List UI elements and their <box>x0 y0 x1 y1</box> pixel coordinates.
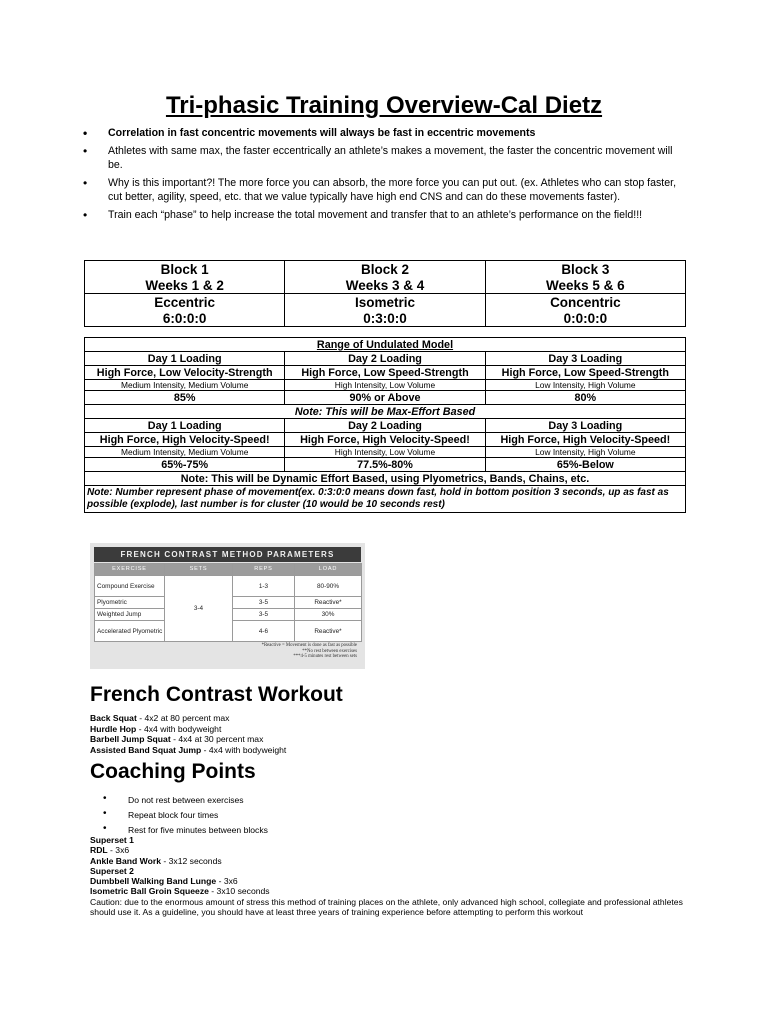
workout-list <box>90 713 286 755</box>
intensity-volume: Medium Intensity, Medium Volume <box>85 380 285 391</box>
load-percent: 65%-Below <box>485 458 685 472</box>
load-cell: 80-90% <box>295 576 362 597</box>
block-weeks: Weeks 3 & 4 <box>285 277 485 294</box>
superset-label: Superset 1 <box>90 835 134 845</box>
load-cell: Reactive* <box>295 597 362 609</box>
intensity-volume: High Intensity, Low Volume <box>285 447 485 458</box>
column-header: LOAD <box>295 564 362 576</box>
superset-item <box>90 886 710 896</box>
exercise-name: Barbell Jump Squat <box>90 734 171 744</box>
french-contrast-parameters-image <box>90 543 365 669</box>
exercise-detail: - 4x4 with bodyweight <box>201 744 287 755</box>
exercise-cell: Accelerated Plyometric <box>95 621 165 642</box>
strength-focus: High Force, Low Speed-Strength <box>485 366 685 380</box>
exercise-detail: - 3x6 <box>107 845 130 856</box>
exercise-name: Hurdle Hop <box>90 723 137 734</box>
reps-cell: 3-5 <box>233 609 295 621</box>
block-tempo: 6:0:0:0 <box>85 310 285 327</box>
workout-item <box>90 745 286 756</box>
column-header: EXERCISE <box>95 564 165 576</box>
caution-text: Caution: due to the enormous amount of stress this method of training places on the athlete, only advanced high school, collegiate and professional athletes should use it. As a guideline, you should have at least three years of training experience before attempting to perform this workout <box>90 896 683 918</box>
exercise-name: Isometric Ball Groin Squeeze <box>90 886 209 897</box>
sets-cell: 3-4 <box>165 576 233 642</box>
exercise-detail: - 4x4 at 30 percent max <box>170 734 264 744</box>
day-loading: Day 3 Loading <box>485 419 685 433</box>
block-weeks: Weeks 1 & 2 <box>85 277 285 294</box>
superset-item <box>90 876 710 886</box>
exercise-detail: - 4x4 with bodyweight <box>136 723 222 734</box>
intensity-volume: Medium Intensity, Medium Volume <box>85 447 285 458</box>
speed-focus: High Force, High Velocity-Speed! <box>85 433 285 447</box>
column-header: SETS <box>165 564 233 576</box>
exercise-name: Back Squat <box>90 713 137 723</box>
undulated-model-table <box>84 337 686 513</box>
speed-focus: High Force, High Velocity-Speed! <box>285 433 485 447</box>
load-cell: Reactive* <box>295 621 362 642</box>
day-loading: Day 1 Loading <box>85 419 285 433</box>
parameters-notes <box>262 643 357 660</box>
parameters-note: *Reactive = Movement is done as fast as possible <box>261 643 357 648</box>
coaching-heading: Coaching Points <box>90 760 256 783</box>
load-percent: 90% or Above <box>285 391 485 405</box>
workout-item <box>90 724 286 735</box>
model-title: Range of Undulated Model <box>85 338 686 352</box>
exercise-name: Assisted Band Squat Jump <box>90 744 202 755</box>
strength-focus: High Force, Low Velocity-Strength <box>85 366 285 380</box>
block-phase: Concentric <box>485 294 685 311</box>
intro-bullet: • Athletes with same max, the faster eccentrically an athlete’s makes a movement, the faster the concentric movement will be. <box>108 144 680 172</box>
exercise-cell: Weighted Jump <box>95 609 165 621</box>
speed-focus: High Force, High Velocity-Speed! <box>485 433 685 447</box>
block-name: Block 1 <box>85 261 285 278</box>
french-contrast-parameters-table <box>94 563 362 642</box>
reps-cell: 3-5 <box>233 597 295 609</box>
dynamic-effort-note: Note: This will be Dynamic Effort Based, using Plyometrics, Bands, Chains, etc. <box>85 472 686 486</box>
superset-item <box>90 856 710 866</box>
block-tempo: 0:0:0:0 <box>485 310 685 327</box>
tempo-footnote: Note: Number represent phase of movement(ex. 0:3:0:0 means down fast, hold in bottom position 3 seconds, up as fast as possible (explode), last number is for cluster (10 would be 10 seconds rest) <box>85 486 686 513</box>
superset-item <box>90 845 710 855</box>
day-loading: Day 1 Loading <box>85 352 285 366</box>
day-loading: Day 2 Loading <box>285 419 485 433</box>
load-percent: 65%-75% <box>85 458 285 472</box>
intro-bullet: • Correlation in fast concentric movements will always be fast in eccentric movements <box>108 126 680 140</box>
exercise-detail: - 3x6 <box>216 876 238 887</box>
intro-bullet: • Why is this important?! The more force you can absorb, the more force you can put out. (ex. Athletes who can stop faster, cut better, agility, speed, etc. that we value typically have high end CNS and can do these movements faster). <box>108 176 680 204</box>
coaching-bullet-list <box>128 795 268 840</box>
exercise-cell: Compound Exercise <box>95 576 165 597</box>
intensity-volume: Low Intensity, High Volume <box>485 380 685 391</box>
french-contrast-parameters-title: FRENCH CONTRAST METHOD PARAMETERS <box>94 547 361 562</box>
day-loading: Day 3 Loading <box>485 352 685 366</box>
intensity-volume: Low Intensity, High Volume <box>485 447 685 458</box>
workout-heading: French Contrast Workout <box>90 683 343 706</box>
superset-label: Superset 2 <box>90 865 134 876</box>
workout-item <box>90 734 286 745</box>
block-phase: Eccentric <box>85 294 285 311</box>
block-name: Block 2 <box>285 261 485 278</box>
page-title: Tri-phasic Training Overview-Cal Dietz <box>165 92 603 119</box>
exercise-detail: - 4x2 at 80 percent max <box>136 713 230 723</box>
parameters-note: ***4-5 minutes rest between sets <box>293 654 357 660</box>
training-blocks-table <box>84 260 686 327</box>
day-loading: Day 2 Loading <box>285 352 485 366</box>
intro-bullet-list <box>108 126 680 226</box>
parameters-note: **No rest between exercises <box>302 648 357 654</box>
exercise-cell: Plyometric <box>95 597 165 609</box>
load-percent: 85% <box>85 391 285 405</box>
load-cell: 30% <box>295 609 362 621</box>
block-weeks: Weeks 5 & 6 <box>485 277 685 294</box>
exercise-name: RDL <box>90 845 108 856</box>
coaching-bullet: • Do not rest between exercises <box>128 795 268 805</box>
coaching-bullet: • Repeat block four times <box>128 810 268 820</box>
block-phase: Isometric <box>285 294 485 311</box>
exercise-name: Dumbbell Walking Band Lunge <box>90 876 217 887</box>
superset-section <box>90 835 710 917</box>
block-tempo: 0:3:0:0 <box>285 310 485 327</box>
strength-focus: High Force, Low Speed-Strength <box>285 366 485 380</box>
workout-item <box>90 713 286 724</box>
reps-cell: 1-3 <box>233 576 295 597</box>
max-effort-note: Note: This will be Max-Effort Based <box>85 405 686 419</box>
column-header: REPS <box>233 564 295 576</box>
reps-cell: 4-6 <box>233 621 295 642</box>
exercise-name: Ankle Band Work <box>90 855 161 866</box>
exercise-detail: - 3x10 seconds <box>208 886 270 897</box>
load-percent: 80% <box>485 391 685 405</box>
block-name: Block 3 <box>485 261 685 278</box>
intro-bullet: • Train each “phase” to help increase the total movement and transfer that to an athlete’s performance on the field!!! <box>108 208 680 222</box>
load-percent: 77.5%-80% <box>285 458 485 472</box>
coaching-bullet: • Rest for five minutes between blocks <box>128 825 268 835</box>
exercise-detail: - 3x12 seconds <box>161 855 222 866</box>
intensity-volume: High Intensity, Low Volume <box>285 380 485 391</box>
